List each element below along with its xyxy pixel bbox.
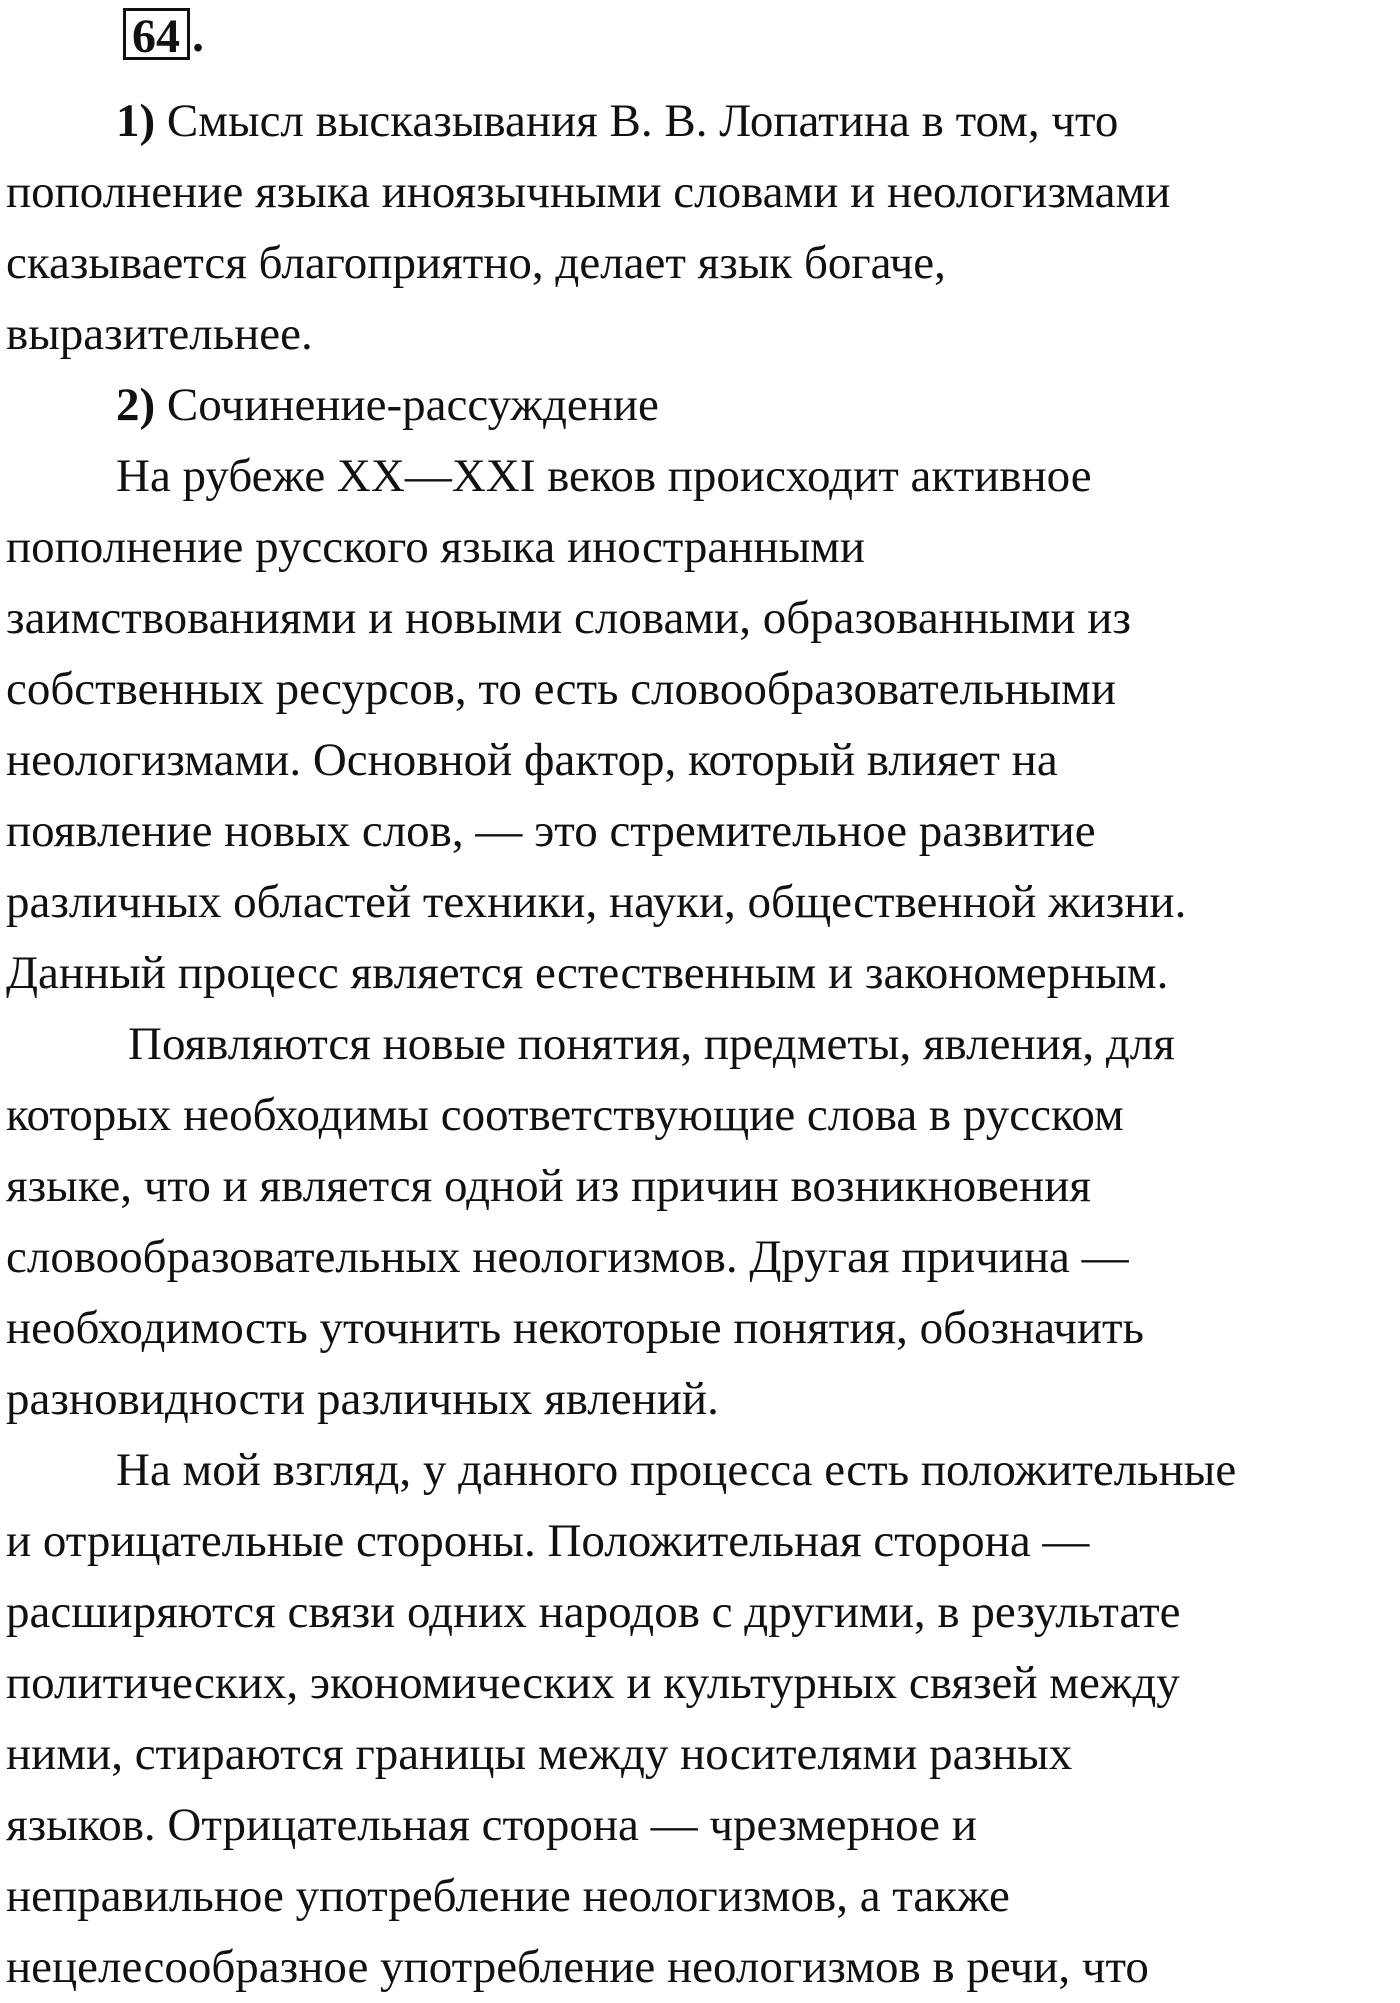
paragraph-line: неологизмами. Основной фактор, который влияет на: [6, 734, 1058, 786]
paragraph-line: и отрицательные стороны. Положительная сторона —: [6, 1515, 1090, 1567]
paragraph-line: нецелесообразное употребление неологизмов в речи, что: [6, 1941, 1149, 1993]
paragraph-line: заимствованиями и новыми словами, образованными из: [6, 592, 1131, 644]
item-1-line: [6, 86, 1398, 157]
item-2-line: [6, 370, 1398, 441]
essay-paragraph-1: [6, 441, 1398, 1009]
essay-paragraph-2: [6, 1009, 1398, 1435]
item-1-line: сказывается благоприятно, делает язык богаче,: [6, 237, 946, 289]
paragraph-line: пополнение русского языка иностранными: [6, 521, 866, 573]
paragraph-line: которых необходимы соответствующие слова в русском: [6, 1089, 1124, 1141]
item-1: [6, 86, 1398, 370]
task-number: [123, 8, 204, 63]
paragraph-line: различных областей техники, науки, общественной жизни.: [6, 876, 1187, 928]
essay-heading: Сочинение-рассуждение: [166, 379, 659, 431]
item-1-line: пополнение языка иноязычными словами и неологизмами: [6, 166, 1171, 218]
paragraph-line: словообразовательных неологизмов. Другая причина —: [6, 1231, 1129, 1283]
paragraph-line: языке, что и является одной из причин возникновения: [6, 1160, 1091, 1212]
paragraph-line: Появляются новые понятия, предметы, явления, для: [128, 1018, 1175, 1070]
item-2: [6, 370, 1398, 441]
paragraph-line: На мой взгляд, у данного процесса есть положительные: [116, 1444, 1237, 1496]
item-2-marker: 2): [116, 379, 156, 431]
item-1-marker: 1): [116, 95, 156, 147]
paragraph-line: языков. Отрицательная сторона — чрезмерное и: [6, 1799, 977, 1851]
paragraph-line: разновидности различных явлений.: [6, 1373, 719, 1425]
document-body: [6, 86, 1398, 2003]
paragraph-line: На рубеже XX—XXI веков происходит активное: [116, 450, 1092, 502]
paragraph-line: необходимость уточнить некоторые понятия, обозначить: [6, 1302, 1144, 1354]
essay-paragraph-3: [6, 1435, 1398, 2003]
paragraph-line: собственных ресурсов, то есть словообразовательными: [6, 663, 1117, 715]
paragraph-line: ними, стираются границы между носителями разных: [6, 1728, 1073, 1780]
item-1-line: выразительнее.: [6, 308, 313, 360]
paragraph-line: политических, экономических и культурных связей между: [6, 1657, 1180, 1709]
task-number-box: 64: [123, 8, 190, 60]
item-1-text: Смысл высказывания В. В. Лопатина в том, что: [166, 95, 1119, 147]
paragraph-line: неправильное употребление неологизмов, а также: [6, 1870, 1010, 1922]
paragraph-line: появление новых слов, — это стремительное развитие: [6, 805, 1096, 857]
paragraph-line: расширяются связи одних народов с другими, в результате: [6, 1586, 1181, 1638]
paragraph-line: Данный процесс является естественным и закономерным.: [6, 947, 1169, 999]
task-number-dot: .: [192, 9, 204, 62]
